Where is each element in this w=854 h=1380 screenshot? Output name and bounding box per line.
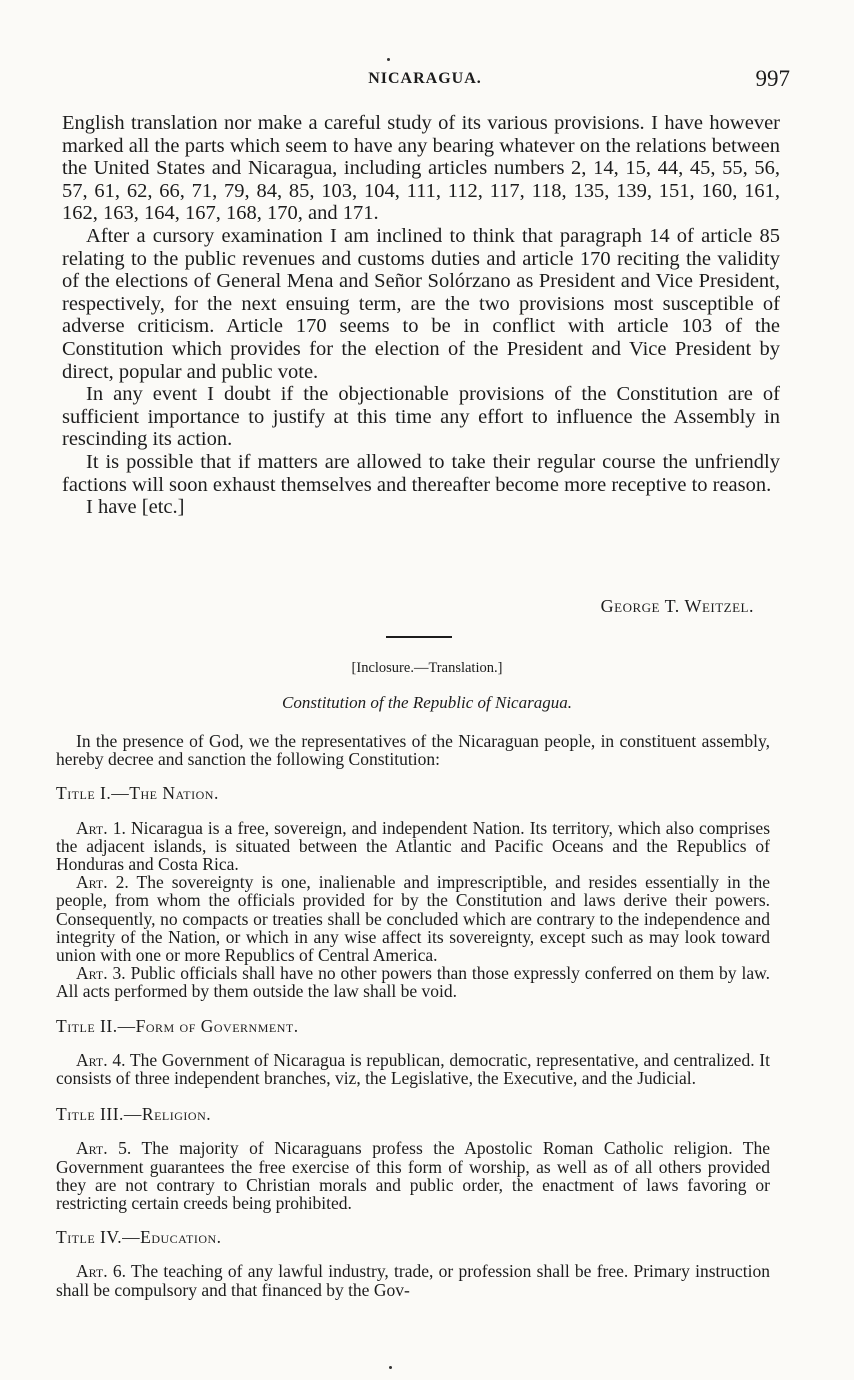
article-label: Art. 6.	[76, 1261, 126, 1282]
page-header	[60, 66, 790, 96]
running-head: NICARAGUA.	[368, 70, 482, 87]
section-divider	[386, 636, 452, 638]
title-heading: Title II.—Form of Government.	[56, 1015, 299, 1036]
article-label: Art. 2.	[76, 872, 129, 893]
article-label: Art. 5.	[76, 1138, 132, 1159]
letter-body	[62, 112, 780, 519]
inclosure-note: [Inclosure.—Translation.]	[351, 660, 503, 676]
article-text: The Government of Nicaragua is republican, democratic, representative, and centralized. It consists of three independent branches, viz, the Legislative, the Executive, and the Judicial.	[56, 1049, 770, 1089]
article-label: Art. 1.	[76, 817, 126, 838]
constitution-title: Constitution of the Republic of Nicaragua.	[282, 693, 572, 712]
letter-paragraph: It is possible that if matters are allowed to take their regular course the unfriendly factions will soon exhaust themselves and thereafter become more receptive to reason.	[62, 450, 780, 496]
letter-closing: I have [etc.]	[86, 496, 185, 519]
article-text: The sovereignty is one, inalienable and imprescriptible, and resides essentially in the people, from whom the officials provided for by the Constitution and laws derive their powers. Consequently, no compacts or treaties shall be concluded which are contrary to the independence and integrity of the Nation, or which in any wise affect its sovereignty, except such as may look toward union with one or more Republics of Central America.	[56, 872, 770, 966]
article-label: Art. 3.	[76, 963, 126, 984]
print-speck	[387, 58, 390, 61]
article-text: The majority of Nicaraguans profess the Apostolic Roman Catholic religion. The Government guarantees the free exercise of this form of worship, as well as of all others provided they are not contrary to Christian morals and public order, the enactment of laws favoring or restricting certain creeds being prohibited.	[56, 1138, 770, 1214]
article	[56, 964, 770, 1000]
page-number: 997	[755, 66, 790, 91]
letter-paragraph: After a cursory examination I am inclined to think that paragraph 14 of article 85 relating to the public revenues and customs duties and article 170 reciting the validity of the elections of General Mena and Señor Solórzano as President and Vice President, respectively, for the next ensuing term, are the two provisions most susceptible of adverse criticism. Article 170 seems to be in conflict with article 103 of the Constitution which provides for the election of the President and Vice President by direct, popular and public vote.	[62, 224, 780, 383]
article	[56, 819, 770, 874]
article	[56, 1051, 770, 1087]
article	[56, 873, 770, 964]
article	[56, 1262, 770, 1298]
article-label: Art. 4.	[76, 1049, 126, 1070]
title-heading: Title IV.—Education.	[56, 1227, 222, 1248]
article-text: The teaching of any lawful industry, trade, or profession shall be free. Primary instruction shall be compulsory and that financed by the Gov-	[56, 1261, 770, 1300]
article-text: Nicaragua is a free, sovereign, and independent Nation. Its territory, which also comprises the adjacent islands, is situated between the Atlantic and Pacific Oceans and the Republics of Honduras and Costa Rica.	[56, 817, 770, 875]
title-heading: Title I.—The Nation.	[56, 783, 219, 804]
preamble: In the presence of God, we the representatives of the Nicaraguan people, in constituent assembly, hereby decree and sanction the following Constitution:	[56, 731, 770, 770]
print-speck	[389, 1366, 392, 1369]
title-heading: Title III.—Religion.	[56, 1104, 212, 1125]
signature: George T. Weitzel.	[600, 596, 754, 616]
article-text: Public officials shall have no other powers than those expressly conferred on them by law. All acts performed by them outside the law shall be void.	[56, 963, 770, 1002]
letter-paragraph: English translation nor make a careful study of its various provisions. I have however marked all the parts which seem to have any bearing whatever on the relations between the United States and Nicaragua, including articles numbers 2, 14, 15, 44, 45, 55, 56, 57, 61, 62, 66, 71, 79, 84, 85, 103, 104, 111, 112, 117, 118, 135, 139, 151, 160, 161, 162, 163, 164, 167, 168, 170, and 171.	[62, 112, 780, 225]
article	[56, 1139, 770, 1212]
constitution-text	[56, 732, 770, 1299]
letter-paragraph: In any event I doubt if the objectionable provisions of the Constitution are of sufficient importance to justify at this time any effort to influence the Assembly in rescinding its action.	[62, 383, 780, 451]
